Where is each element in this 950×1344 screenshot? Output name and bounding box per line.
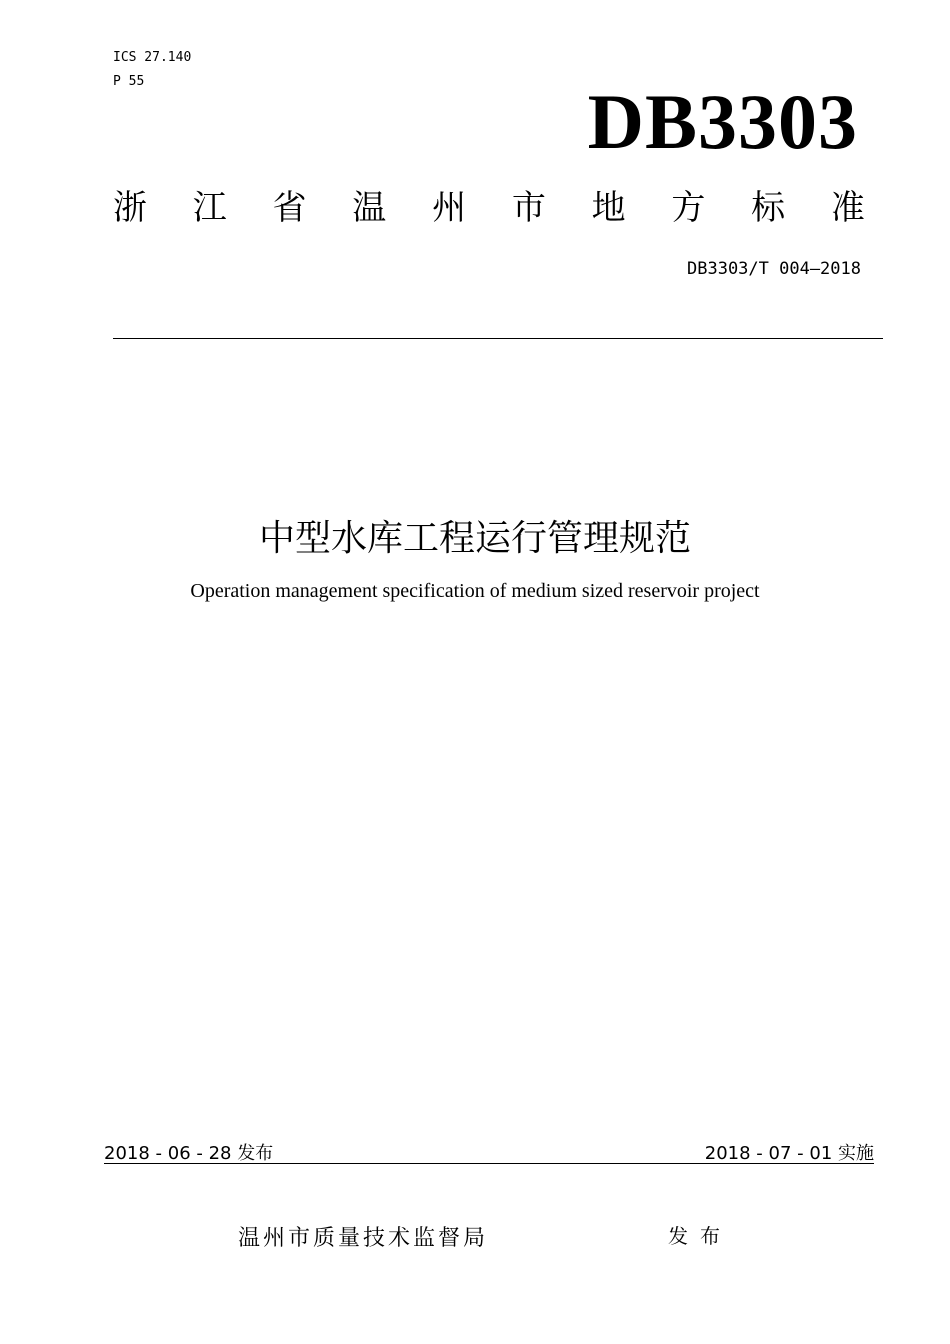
standard-type-char: 准: [830, 188, 865, 228]
standard-type-char: 标: [751, 188, 786, 228]
standard-type-char: 方: [671, 188, 706, 228]
standard-type: [113, 186, 865, 230]
document-title-chinese: 中型水库工程运行管理规范: [258, 518, 691, 559]
standard-type-char: 地: [591, 188, 626, 228]
standard-number: DB3303/T 004—2018: [687, 259, 861, 279]
standard-type-char: 省: [272, 188, 307, 228]
implementation-date: 2018 - 07 - 01 实施: [704, 1143, 874, 1164]
publisher-name: 温州市质量技术监督局: [238, 1226, 489, 1251]
ccs-code: P 55: [113, 74, 145, 89]
standard-type-char: 州: [432, 188, 467, 228]
standard-type-char: 市: [511, 188, 546, 228]
document-title-english: Operation management specification of medium sized reservoir project: [190, 580, 760, 602]
standard-type-char: 江: [192, 188, 227, 228]
issue-date: 2018 - 06 - 28 发布: [104, 1143, 274, 1164]
db-logo: DB3303: [587, 78, 858, 165]
standard-type-char: 浙: [113, 188, 147, 228]
header-divider: [113, 338, 883, 339]
publish-label: 发布: [668, 1224, 732, 1248]
footer-divider: [104, 1163, 874, 1164]
ics-code: ICS 27.140: [113, 50, 192, 65]
standard-type-char: 温: [352, 188, 387, 228]
